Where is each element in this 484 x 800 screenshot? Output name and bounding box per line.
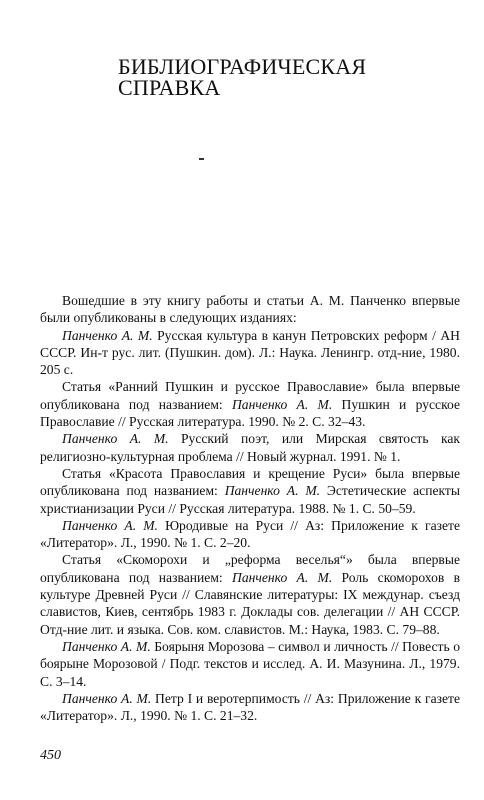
- entry-author: Панченко А. М.: [231, 396, 333, 412]
- decorative-dash: [199, 158, 204, 160]
- entry-author: Панченко А. М.: [62, 517, 158, 533]
- page-number: 450: [40, 748, 61, 763]
- entry-text: Русский поэт, или Мирская святость как религиозно-культурная проблема // Новый журнал. 1991. № 1.: [40, 431, 460, 464]
- entry-text: Боярыня Морозова – символ и личность // Повесть о боярыне Морозовой / Подг. текстов и исслед. А. И. Мазунина. Л., 1979. С. 3–14.: [40, 638, 460, 689]
- entry-text: Пушкин и русское Православие // Русская литература. 1990. № 2. С. 32–43.: [40, 396, 460, 430]
- entry-author: Панченко А. М.: [62, 327, 153, 343]
- bibliography-entry: [40, 551, 460, 637]
- entry-text: Статья «Красота Православия и крещение Руси» была впервые опубликована под названием:: [40, 465, 460, 499]
- entry-text: Статья «Скоморохи и „реформа веселья“» была впервые опубликована под названием:: [40, 552, 460, 585]
- entry-text: Петр I и веротерпимость // Аз: Приложение к газете «Литератор». Л., 1990. № 1. С. 21–32.: [40, 690, 460, 724]
- bibliography-entry: [40, 517, 460, 552]
- entry-author: Панченко А. М.: [232, 569, 333, 585]
- intro-paragraph: [40, 292, 460, 327]
- bibliography-body: [40, 292, 460, 724]
- bibliography-entry: [40, 638, 460, 690]
- entry-text: Русская культура в канун Петровских реформ / АН СССР. Ин-т рус. лит. (Пушкин. дом). Л.: Наука. Ленингр. отд-ние, 1980. 205 с.: [40, 327, 461, 378]
- bibliography-entry: [40, 430, 460, 465]
- entry-author: Панченко А. М.: [224, 483, 321, 499]
- entry-text: Роль скоморохов в культуре Древней Руси // Славянские литературы: IX междунар. съезд славистов, Киев, сентябрь 1983 г. Доклады сов. делегации // АН СССР. Отд-ние лит. и языка. Сов. ком. славистов. М.: Наука, 1983. С. 79–88.: [40, 569, 461, 637]
- entry-text: Юродивые на Руси // Аз: Приложение к газете «Литератор». Л., 1990. № 1. С. 2–20.: [40, 517, 460, 551]
- bibliography-entry: [40, 690, 460, 725]
- bibliography-entry: [40, 378, 460, 430]
- bibliography-entry: [40, 327, 460, 379]
- intro-text: Вошедшие в эту книгу работы и статьи А. М. Панченко впервые были опубликованы в следующих изданиях:: [40, 293, 460, 326]
- entry-text: Эстетические аспекты христианизации Руси // Русская литература. 1988. № 1. С. 50–59.: [40, 483, 461, 516]
- entry-author: Панченко А. М.: [62, 638, 151, 654]
- entry-text: Статья «Ранний Пушкин и русское Православие» была впервые опубликована под названием:: [40, 379, 460, 412]
- title-line-2: СПРАВКА: [118, 75, 221, 100]
- title-line-1: БИБЛИОГРАФИЧЕСКАЯ: [118, 54, 367, 79]
- bibliography-entry: [40, 465, 460, 517]
- entry-author: Панченко А. М.: [62, 690, 152, 706]
- page-title: [118, 56, 366, 98]
- entry-author: Панченко А. М.: [62, 431, 169, 447]
